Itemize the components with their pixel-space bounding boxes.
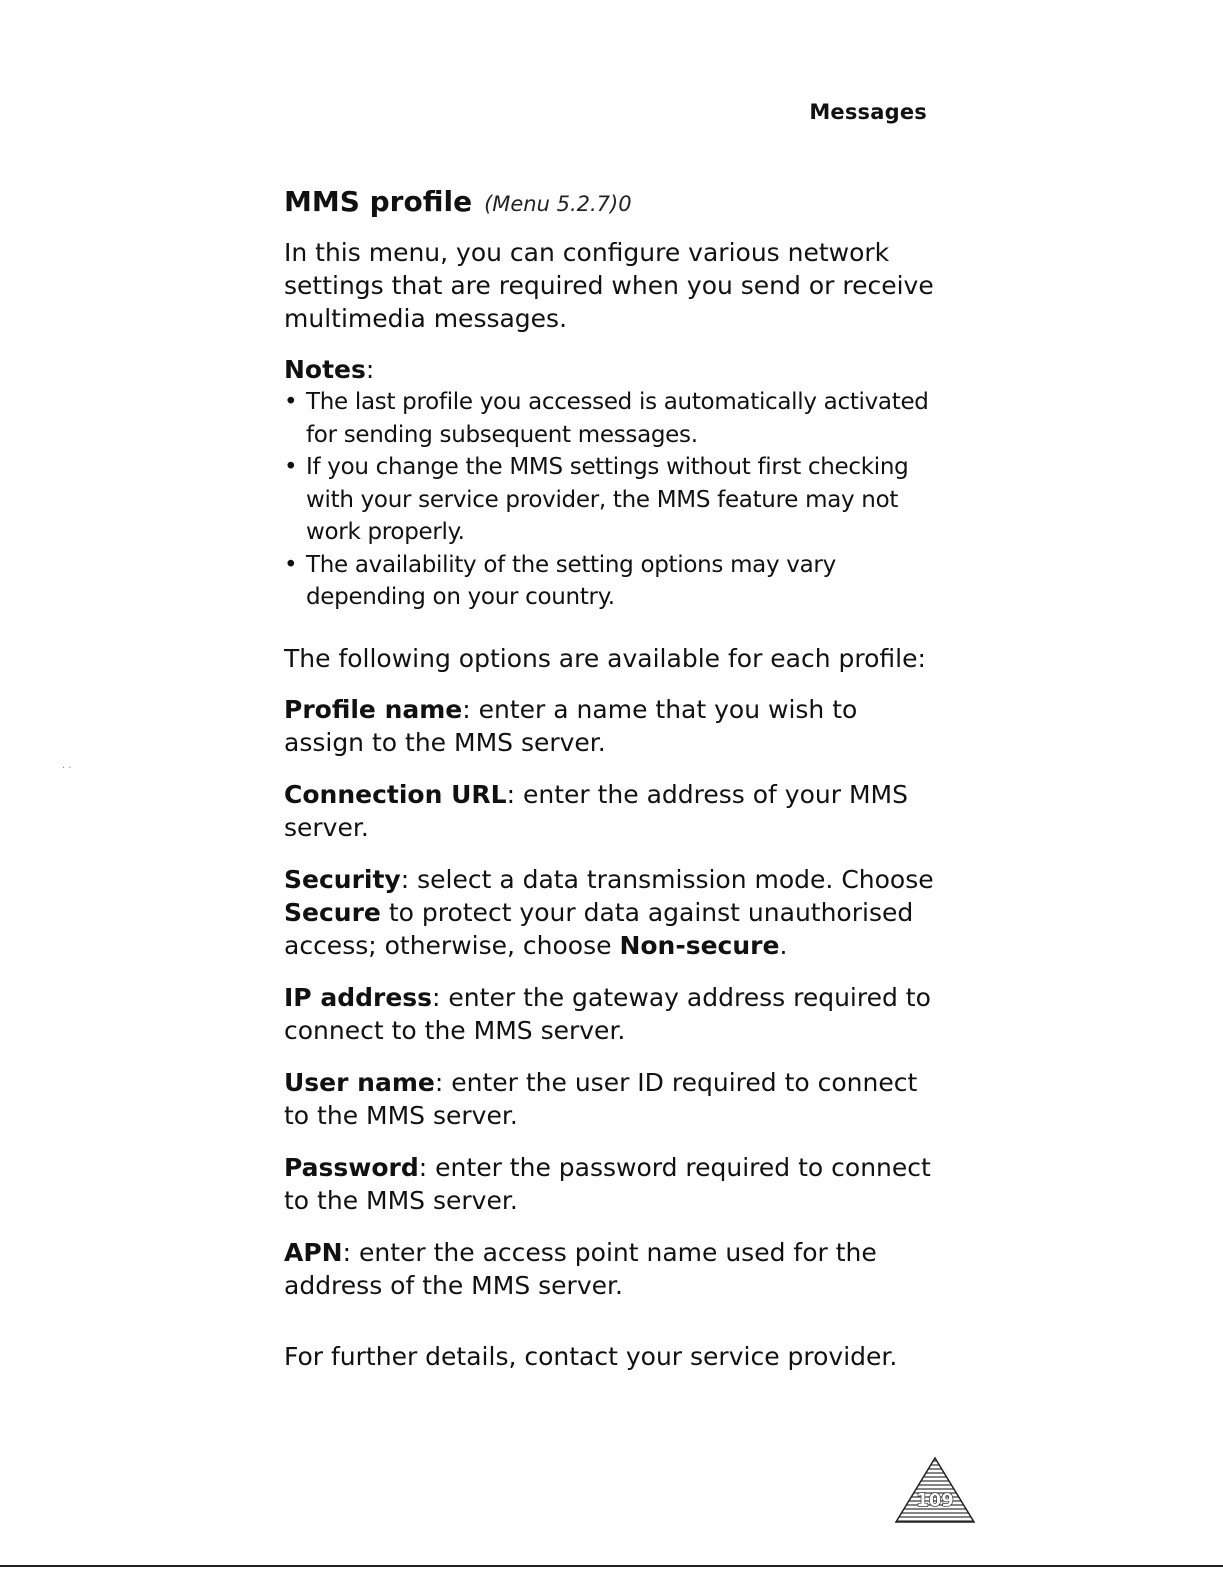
option-connection-url — [284, 778, 944, 844]
option-desc: enter the address of your MMS server. — [284, 779, 908, 842]
option-sep: : — [342, 1237, 352, 1267]
notes-list — [284, 386, 944, 614]
note-item — [284, 386, 944, 451]
scan-speck: . . — [62, 760, 72, 771]
option-value-non-secure: Non-secure — [619, 930, 780, 960]
options-intro: The following options are available for each profile: — [284, 643, 926, 673]
option-user-name — [284, 1066, 944, 1132]
intro-paragraph: In this menu, you can configure various network settings that are required when you send or receive multimedia messages. — [284, 238, 934, 333]
menu-reference: (Menu 5.2.7)0 — [484, 192, 632, 216]
option-security — [284, 863, 944, 962]
option-desc: enter the gateway address required to connect to the MMS server. — [284, 982, 931, 1045]
running-header: Messages — [809, 100, 927, 124]
note-text: The availability of the setting options may vary depending on your country. — [306, 551, 836, 610]
option-desc-part: select a data transmission mode. Choose — [409, 864, 934, 894]
bullet-icon: • — [284, 454, 298, 480]
option-term: IP address — [284, 982, 433, 1012]
option-term: APN — [284, 1237, 343, 1267]
bottom-scan-edge — [0, 1565, 1223, 1567]
option-apn — [284, 1236, 944, 1302]
option-password — [284, 1151, 944, 1217]
option-sep: : — [418, 1152, 428, 1182]
option-desc-part: . — [779, 930, 788, 960]
option-sep: : — [462, 694, 471, 724]
option-desc: enter the user ID required to connect to the MMS server. — [284, 1067, 918, 1130]
option-value-secure: Secure — [284, 897, 381, 927]
page-content — [284, 182, 944, 1373]
option-ip-address — [284, 981, 944, 1047]
option-desc: enter the access point name used for the address of the MMS server. — [284, 1237, 877, 1300]
notes-heading: Notes — [284, 355, 366, 384]
section-title — [284, 182, 944, 224]
option-desc: enter the password required to connect to the MMS server. — [284, 1152, 931, 1215]
note-text: If you change the MMS settings without first checking with your service provider, the MMS feature may not work properly. — [306, 454, 909, 545]
option-desc: enter a name that you wish to assign to the MMS server. — [284, 694, 858, 757]
option-sep: : — [434, 1067, 444, 1097]
note-text: The last profile you accessed is automatically activated for sending subsequent messages. — [306, 389, 929, 448]
note-item — [284, 549, 944, 614]
bullet-icon: • — [284, 551, 298, 578]
option-desc-part: to protect your data against unauthorised access; otherwise, choose — [284, 897, 914, 960]
option-term: Connection URL — [284, 779, 507, 809]
notes-block — [284, 353, 944, 614]
notes-colon: : — [365, 355, 375, 384]
option-term: Password — [284, 1152, 419, 1182]
section-title-text: MMS profile — [284, 185, 473, 218]
option-term: Security — [284, 864, 401, 894]
bullet-icon: • — [284, 389, 298, 415]
page-number: 109 — [916, 1490, 954, 1511]
option-sep: : — [506, 779, 516, 809]
closing-note: For further details, contact your service provider. — [284, 1341, 898, 1371]
note-item — [284, 451, 944, 549]
option-sep: : — [400, 864, 410, 894]
option-sep: : — [432, 982, 441, 1012]
notes-heading-line — [284, 353, 944, 386]
option-profile-name — [284, 693, 944, 759]
option-term: User name — [284, 1067, 435, 1097]
page-number-badge — [894, 1456, 976, 1526]
option-term: Profile name — [284, 694, 463, 724]
